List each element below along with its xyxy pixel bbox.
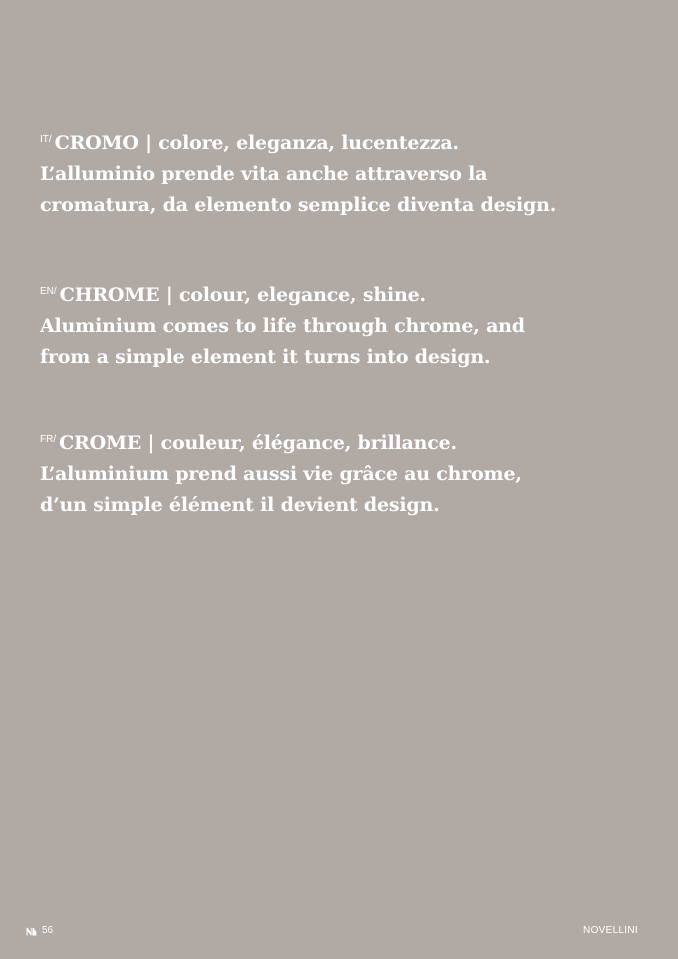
body-line: cromatura, da elemento semplice diventa design. (40, 194, 557, 216)
text-block-french (40, 424, 640, 521)
heading-text: CROMO | colore, eleganza, lucentezza. (54, 132, 459, 154)
text-block-italian (40, 124, 640, 221)
body-line: from a simple element it turns into design. (40, 346, 491, 368)
text-block-english (40, 276, 640, 373)
novellini-logo-icon (26, 927, 37, 936)
footer-brand: NOVELLINI (583, 925, 638, 936)
heading-text: CHROME | colour, elegance, shine. (59, 284, 426, 306)
footer-page-info (26, 924, 53, 938)
heading-text: CROME | couleur, élégance, brillance. (59, 432, 457, 454)
page-number: 56 (42, 925, 54, 936)
body-line: L’alluminio prende vita anche attraverso la (40, 163, 488, 185)
body-line: L’aluminium prend aussi vie grâce au chrome, (40, 463, 522, 485)
heading-line (40, 424, 640, 459)
language-code: FR/ (40, 434, 57, 445)
body-line: Aluminium comes to life through chrome, and (40, 315, 525, 337)
heading-line (40, 124, 640, 159)
body-line: d’un simple élément il devient design. (40, 494, 440, 516)
language-code: EN/ (40, 286, 57, 297)
language-code: IT/ (40, 134, 52, 145)
heading-line (40, 276, 640, 311)
